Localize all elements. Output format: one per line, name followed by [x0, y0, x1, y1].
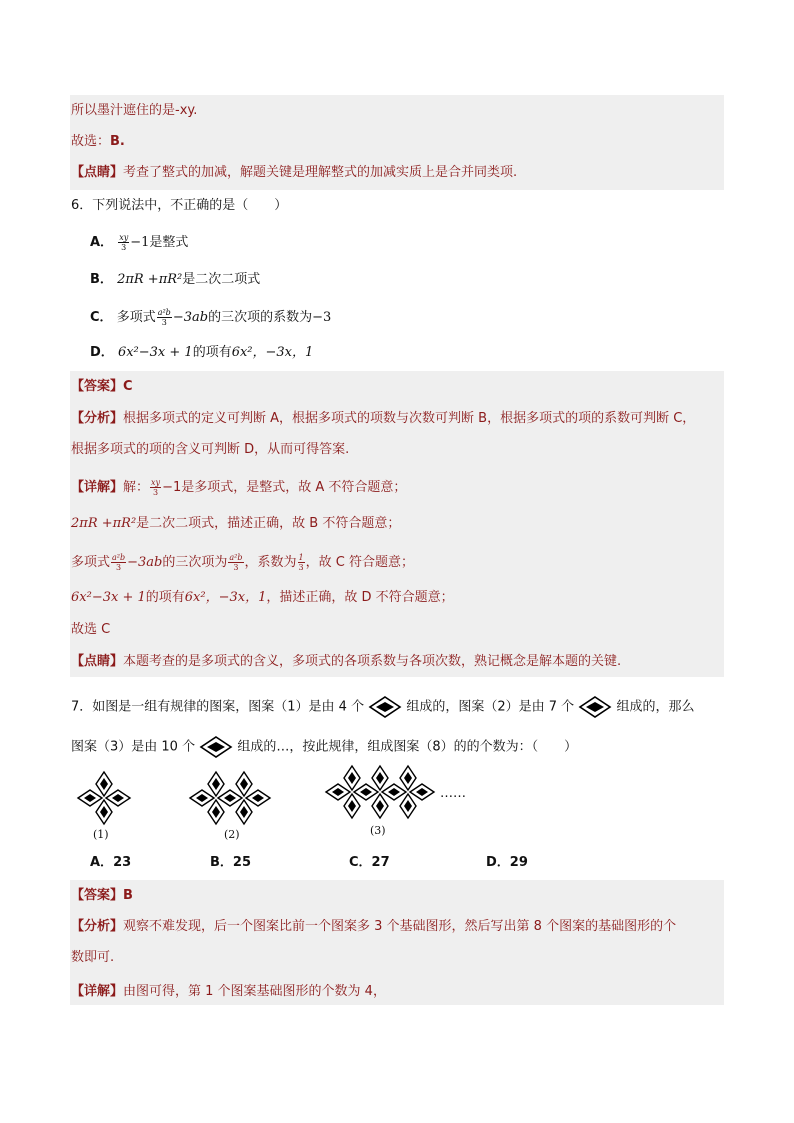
pattern-caption-2: (2)	[224, 828, 240, 841]
pattern-caption-1: (1)	[93, 828, 109, 841]
q6-option-a-math: −1	[130, 235, 150, 250]
q7-option-b-label: B．	[210, 855, 233, 870]
q6-detail-4-text: 的项有	[145, 590, 185, 605]
q6-analysis-tag: 【分析】	[71, 411, 124, 426]
q6-option-a-fraction: $\frac{xy}{3}$	[119, 233, 129, 252]
pattern-1-diamonds	[78, 772, 130, 824]
q6-detail-3e: ，故 C 符合题意；	[305, 555, 414, 570]
q6-detail-prefix: 解：	[123, 480, 150, 495]
q6-option-a-label: A．	[90, 235, 114, 250]
q6-detail-3-frac2: $\frac{\text{a²b}}{3}$	[229, 553, 243, 572]
q6-stem: 6．下列说法中，不正确的是（ ）	[71, 198, 288, 213]
pattern-figure-1	[74, 770, 134, 826]
q6-detail-line-4	[71, 588, 454, 608]
q6-detail-text-2: 是二次二项式，描述正确，故 B 不符合题意；	[136, 516, 401, 531]
q6-option-c-math: −3ab	[172, 310, 209, 325]
q7-option-d-label: D．	[486, 855, 510, 870]
review-tag: 【点睛】	[71, 165, 124, 180]
pattern-ellipsis: ……	[440, 786, 466, 801]
q6-detail-4-math2: 6x²，−3x，1	[184, 590, 267, 605]
q6-detail-3d: ，系数为	[244, 555, 297, 570]
q7-detail-line-1	[71, 982, 386, 1002]
q7-stem-line-1	[71, 695, 694, 719]
q7-option-c-label: C．	[349, 855, 372, 870]
q6-review-tag: 【点睛】	[71, 654, 124, 669]
q7-option-a	[90, 853, 131, 873]
q6-detail-fraction-1: $\frac{xy}{3}$	[151, 478, 161, 497]
q7-analysis-tag: 【分析】	[71, 919, 124, 934]
q6-detail-3-frac3: $\frac{1}{3}$	[298, 553, 304, 572]
q6-detail-3a: 多项式	[71, 555, 111, 570]
pattern-2-diamonds	[190, 772, 270, 824]
q6-option-c-label: C．	[90, 310, 113, 325]
q6-option-c-text1: 多项式	[116, 310, 156, 325]
q6-detail-line-5: 故选 C	[71, 622, 111, 637]
diamond-shape-icon	[199, 735, 233, 759]
q7-stem-line-2	[71, 735, 577, 759]
q6-option-a	[90, 233, 188, 253]
q6-analysis-line-2: 根据多项式的项的含义可判断 D，从而可得答案.	[71, 442, 350, 457]
q6-detail-line-2	[71, 514, 400, 534]
q6-analysis-text-1: 根据多项式的定义可判断 A，根据多项式的项数与次数可判断 B，根据多项式的项的系数可判断 C，	[123, 411, 696, 426]
q7-stem-1a: 7．如图是一组有规律的图案，图案（1）是由 4 个	[71, 699, 365, 715]
q6-option-c	[90, 308, 331, 328]
q7-option-c-value: 27	[371, 855, 390, 870]
q6-option-c-text2: 的三次项的系数为	[208, 310, 313, 325]
q6-option-d-math: 6x²−3x + 1	[117, 345, 193, 360]
q6-option-d-text: 的项有	[192, 345, 232, 360]
choose-answer: B.	[110, 134, 125, 149]
q6-detail-math-2: 2πR +πR²	[71, 516, 137, 531]
q7-answer	[71, 886, 133, 906]
q6-detail-4-math: 6x²−3x + 1	[71, 590, 146, 605]
q7-analysis-text-1: 观察不难发现，后一个图案比前一个图案多 3 个基础图形，然后写出第 8 个图案的基础图形的个	[123, 919, 677, 934]
q6-option-b-text: 是二次二项式	[182, 272, 261, 287]
q6-review-text: 本题考查的是多项式的含义，多项式的各项系数与各项次数，熟记概念是解本题的关键.	[123, 654, 622, 669]
q6-detail-3c: 的三次项为	[162, 555, 228, 570]
q7-option-d-value: 29	[509, 855, 528, 870]
q6-option-b	[90, 270, 260, 290]
q7-option-c	[349, 853, 390, 873]
q6-option-b-math: 2πR +πR²	[117, 272, 183, 287]
q6-review-line	[71, 652, 621, 672]
q6-option-d-label: D．	[90, 345, 114, 360]
q6-detail-line-3	[71, 553, 414, 573]
q7-analysis-line-2: 数即可.	[71, 950, 115, 965]
q6-detail-3b: −3ab	[127, 555, 163, 570]
choose-prefix: 故选：	[71, 134, 111, 149]
q7-option-a-label: A．	[90, 855, 114, 870]
q6-detail-4-text2: ，描述正确，故 D 不符合题意；	[266, 590, 454, 605]
pattern-figure-3	[322, 764, 438, 822]
q7-analysis-line-1	[71, 917, 676, 937]
q6-option-c-math2: −3	[312, 310, 332, 325]
q7-stem-2a: 图案（3）是由 10 个	[71, 739, 196, 755]
q7-option-b	[210, 853, 251, 873]
ink-covered-line: 所以墨汁遮住的是-xy.	[71, 103, 198, 118]
q6-detail-tag: 【详解】	[71, 480, 124, 495]
q6-detail-text-1: −1是多项式，是整式，故 A 不符合题意；	[162, 480, 407, 495]
q7-detail-text-1: 由图可得，第 1 个图案基础图形的个数为 4，	[123, 984, 386, 999]
pattern-figure-2	[186, 770, 274, 826]
q7-detail-tag: 【详解】	[71, 984, 124, 999]
diamond-shape-icon	[578, 695, 612, 719]
q7-answer-value: B	[123, 888, 133, 903]
q6-detail-line-1	[71, 478, 406, 498]
review-text: 考查了整式的加减，解题关键是理解整式的加减实质上是合并同类项.	[123, 165, 518, 180]
q7-answer-tag: 【答案】	[71, 888, 124, 903]
q6-answer-value: C	[123, 379, 133, 394]
q7-option-a-value: 23	[113, 855, 132, 870]
choose-line	[71, 132, 125, 152]
q6-analysis-line-1	[71, 409, 695, 429]
q7-stem-2b: 组成的…，按此规律，组成图案（8）的的个数为：（ ）	[237, 739, 578, 755]
q6-option-a-text: 是整式	[149, 235, 189, 250]
q6-answer-tag: 【答案】	[71, 379, 124, 394]
q6-option-b-label: B．	[90, 272, 113, 287]
pattern-caption-3: (3)	[370, 824, 386, 837]
diamond-shape-icon	[368, 695, 402, 719]
q6-detail-3-frac1: $\frac{\text{a²b}}{3}$	[112, 553, 126, 572]
q7-stem-1c: 组成的，那么	[616, 699, 695, 715]
q6-option-c-fraction: $\frac{\text{a²b}}{3}$	[157, 308, 171, 327]
pattern-3-diamonds	[326, 766, 434, 818]
q6-answer	[71, 377, 133, 397]
q7-option-b-value: 25	[232, 855, 252, 870]
review-line-1	[71, 163, 517, 183]
q6-option-d-math2: 6x²，−3x，1	[231, 345, 314, 360]
q6-option-d	[90, 343, 313, 363]
q7-stem-1b: 组成的，图案（2）是由 7 个	[406, 699, 575, 715]
q7-option-d	[486, 853, 528, 873]
